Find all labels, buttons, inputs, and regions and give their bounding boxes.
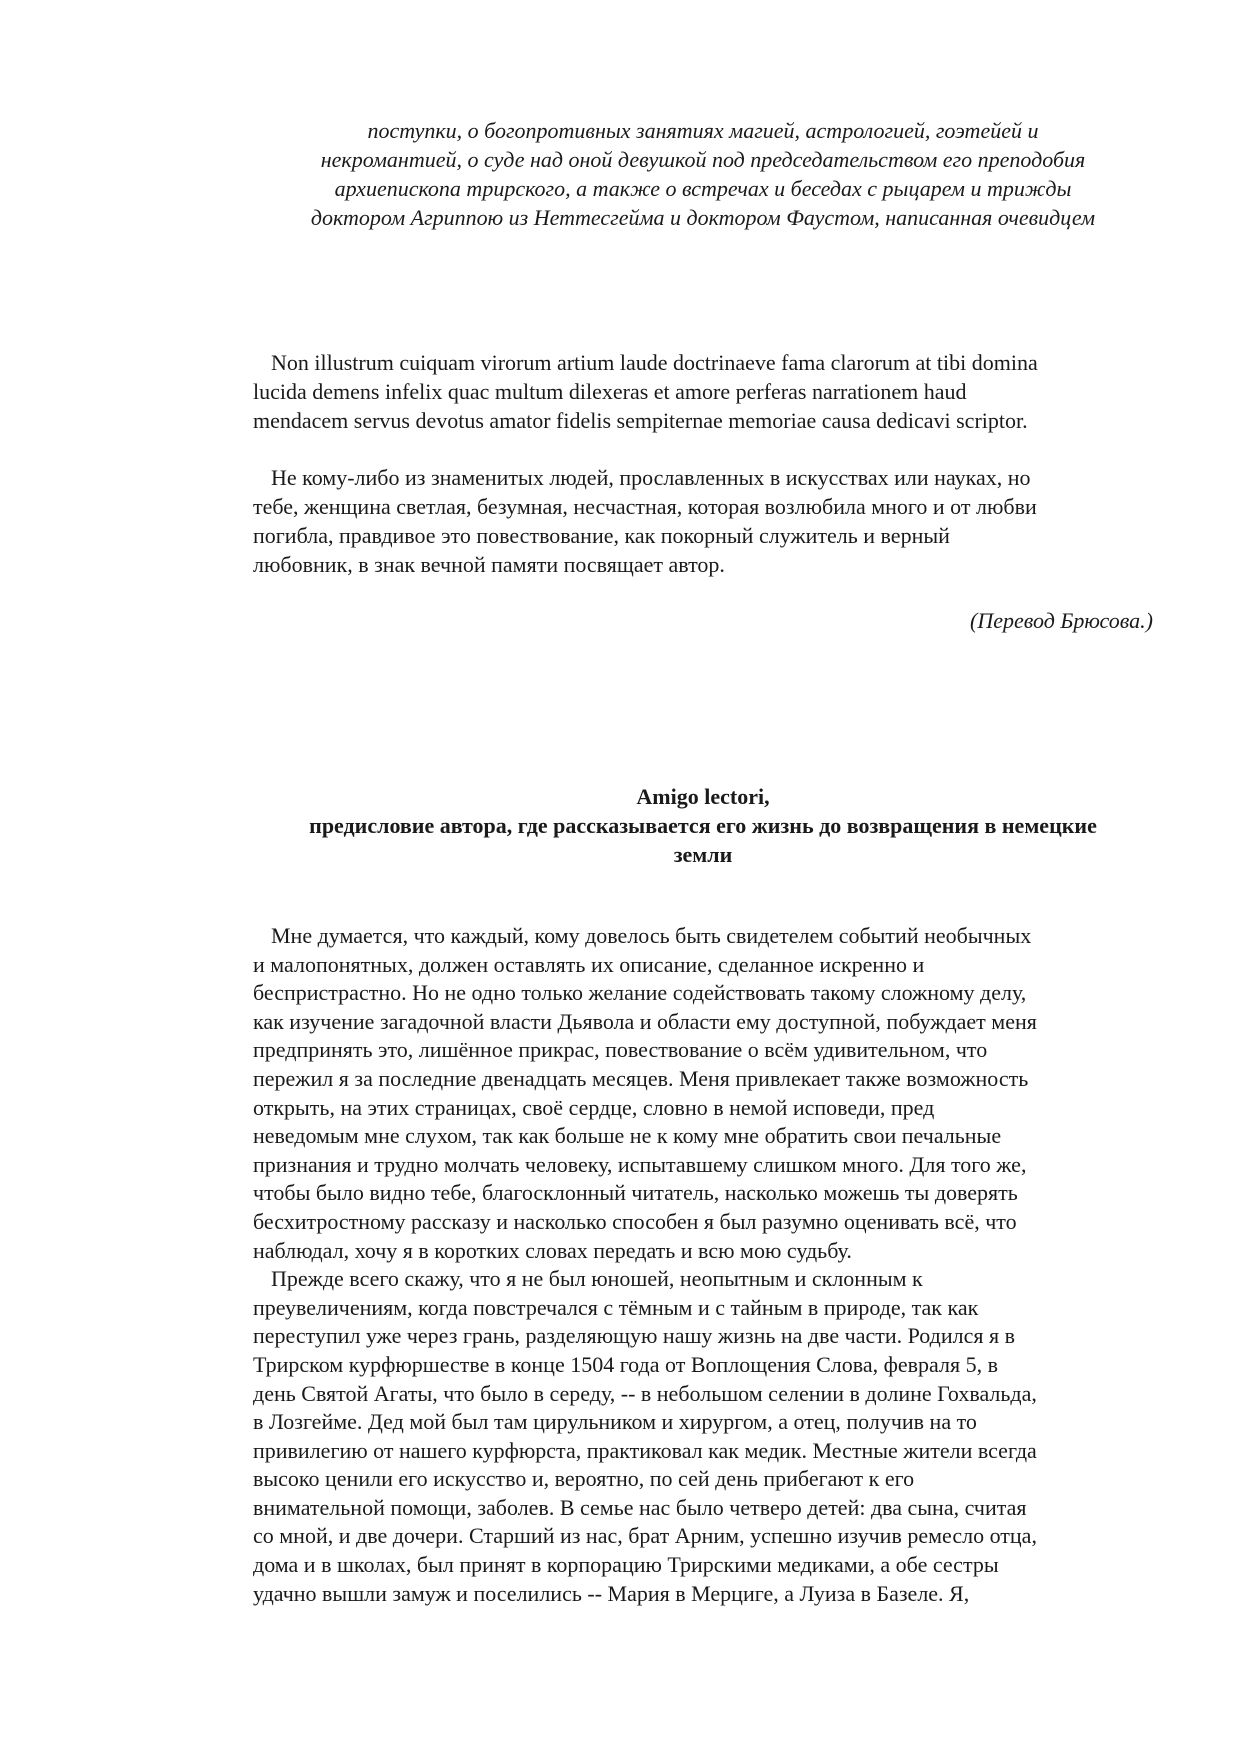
text-line: неведомым мне слухом, так как больше не к кому мне обратить свои печальные <box>253 1123 1002 1149</box>
dedication-line: mendacem servus devotus amator fidelis sempiternae memoriae causa dedicavi scriptor. <box>253 408 1028 433</box>
dedication-line: Non illustrum cuiquam virorum artium laude doctrinaeve fama clarorum at tibi domina <box>271 350 1038 375</box>
text-line: в Лозгейме. Дед мой был там цирульником и хирургом, а отец, получив на то <box>253 1409 977 1435</box>
book-subtitle <box>253 116 1153 232</box>
translator-note: (Перевод Брюсова.) <box>970 608 1153 633</box>
text-line: предпринять это, лишённое прикрас, повествование о всём удивительном, что <box>253 1037 988 1063</box>
chapter-body <box>253 922 1153 1608</box>
text-line: Прежде всего скажу, что я не был юношей, неопытным и склонным к <box>271 1266 923 1292</box>
text-line: Мне думается, что каждый, кому довелось быть свидетелем событий необычных <box>271 923 1032 948</box>
text-line: чтобы было видно тебе, благосклонный читатель, насколько можешь ты доверять <box>253 1180 1018 1206</box>
chapter-subtitle: земли <box>673 842 733 867</box>
text-line: Трирском курфюршестве в конце 1504 года от Воплощения Слова, февраля 5, в <box>253 1351 998 1377</box>
subtitle-line: некромантией, о суде над оной девушкой под председательством его преподобия <box>320 147 1086 172</box>
text-line: привилегию от нашего курфюрста, практиковал как медик. Местные жители всегда <box>253 1437 1037 1463</box>
text-line: переступил уже через грань, разделяющую нашу жизнь на две части. Родился я в <box>253 1323 1015 1349</box>
subtitle-line: архиепископа трирского, а также о встречах и беседах с рыцарем и трижды <box>334 176 1072 201</box>
text-line: открыть, на этих страницах, своё сердце, словно в немой исповеди, пред <box>253 1094 935 1120</box>
subtitle-line: доктором Агриппою из Неттесгейма и доктором Фаустом, написанная очевидцем <box>310 205 1096 230</box>
subtitle-line: поступки, о богопротивных занятиях магией, астрологией, гоэтейей и <box>367 118 1039 143</box>
text-line: наблюдал, хочу я в коротких словах передать и всю мою судьбу. <box>253 1237 852 1263</box>
chapter-heading <box>253 782 1153 869</box>
paragraph <box>253 1265 1153 1608</box>
dedication-line: Не кому-либо из знаменитых людей, прославленных в искусствах или науках, но <box>271 465 1031 490</box>
text-line: бесхитростному рассказу и насколько способен я был разумно оценивать всё, что <box>253 1208 1017 1234</box>
text-line: пережил я за последние двенадцать месяцев. Меня привлекает также возможность <box>253 1065 1029 1091</box>
text-line: со мной, и две дочери. Старший из нас, брат Арним, успешно изучив ремесло отца, <box>253 1523 1037 1549</box>
text-line: беспристрастно. Но не одно только желание содействовать такому сложному делу, <box>253 980 1027 1006</box>
text-line: преувеличениям, когда повстречался с тёмным и с тайным в природе, так как <box>253 1294 979 1320</box>
dedication-line: lucida demens infelix quac multum dilexeras et amore perferas narrationem haud <box>253 379 967 404</box>
text-line: дома и в школах, был принят в корпорацию Трирскими медиками, а обе сестры <box>253 1552 999 1578</box>
paragraph <box>253 922 1153 1265</box>
latin-dedication <box>253 348 1153 435</box>
text-line: день Святой Агаты, что было в середу, -- в небольшом селении в долине Гохвальда, <box>253 1380 1037 1406</box>
dedication-line: любовник, в знак вечной памяти посвящает автор. <box>253 552 725 577</box>
chapter-subtitle: предисловие автора, где рассказывается его жизнь до возвращения в немецкие <box>309 813 1097 838</box>
text-line: и малопонятных, должен оставлять их описание, сделанное искренно и <box>253 951 925 977</box>
dedication-line: тебе, женщина светлая, безумная, несчастная, которая возлюбила много и от любви <box>253 494 1037 519</box>
text-line: удачно вышли замуж и поселились -- Мария в Мерциге, а Луиза в Базеле. Я, <box>253 1580 970 1606</box>
dedication-line: погибла, правдивое это повествование, как покорный служитель и верный <box>253 523 950 548</box>
text-line: как изучение загадочной власти Дьявола и области ему доступной, побуждает меня <box>253 1008 1037 1034</box>
russian-dedication <box>253 463 1153 579</box>
text-line: внимательной помощи, заболев. В семье нас было четверо детей: два сына, считая <box>253 1494 1027 1520</box>
text-line: признания и трудно молчать человеку, испытавшему слишком много. Для того же, <box>253 1151 1027 1177</box>
chapter-title: Amigo lectori, <box>636 784 770 809</box>
text-line: высоко ценили его искусство и, вероятно, по сей день прибегают к его <box>253 1466 915 1492</box>
